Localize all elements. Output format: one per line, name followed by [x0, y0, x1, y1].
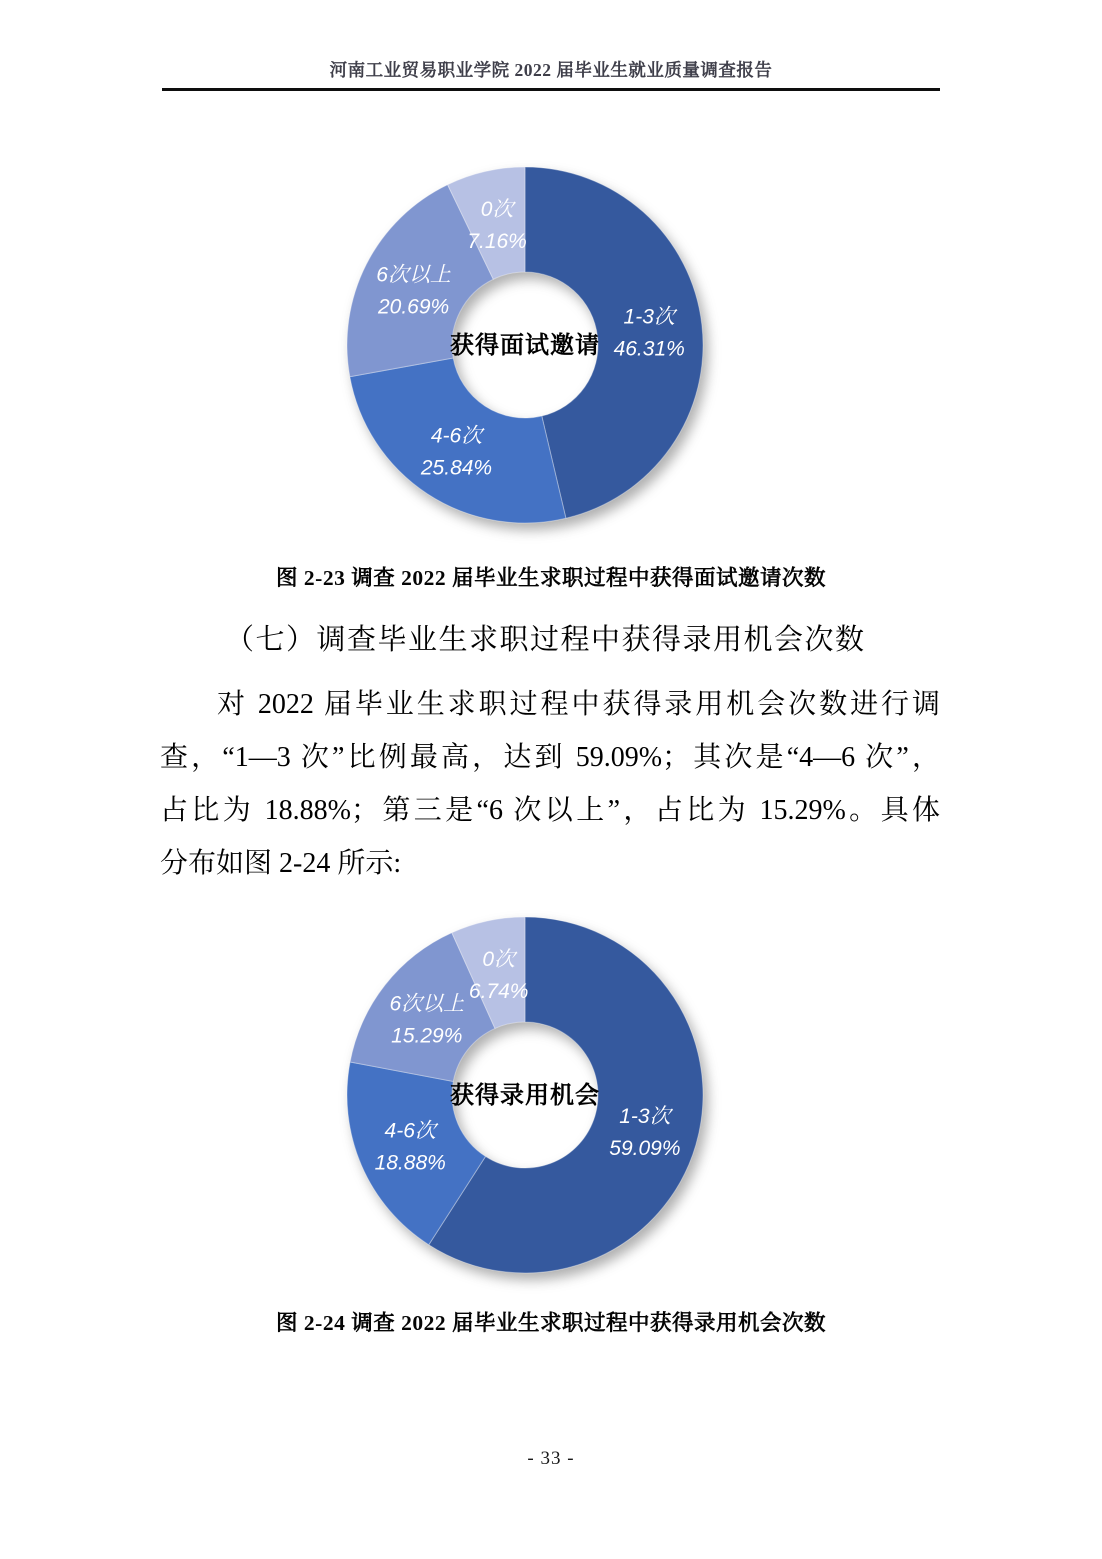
slice-category-label: 0次: [480, 198, 514, 222]
section-heading: （七）调查毕业生求职过程中获得录用机会次数: [225, 624, 866, 656]
paragraph-line: 分布如图 2-24 所示:: [160, 848, 402, 879]
slice-percent-label: 59.09%: [609, 1137, 681, 1161]
slice-percent-label: 15.29%: [391, 1024, 463, 1048]
donut-center-title: 获得面试邀请: [450, 332, 600, 359]
figure-caption-2-24: 图 2-24 调查 2022 届毕业生求职过程中获得录用机会次数: [276, 1311, 826, 1335]
slice-category-label: 6次以上: [376, 263, 451, 287]
slice-percent-label: 20.69%: [377, 295, 450, 319]
slice-category-label: 4-6次: [430, 424, 483, 448]
slice-percent-label: 18.88%: [374, 1151, 446, 1175]
donut-chart-interview-invitations: [315, 145, 735, 545]
paragraph-line: 查，“1—3 次”比例最高，达到 59.09%；其次是“4—6 次”，: [160, 742, 940, 773]
slice-category-label: 1-3次: [623, 305, 675, 329]
slice-percent-label: 46.31%: [613, 337, 685, 361]
donut-chart-employment-offers: [315, 895, 735, 1295]
slice-percent-label: 25.84%: [420, 456, 493, 480]
donut-center-title: 获得录用机会: [450, 1082, 600, 1109]
figure-caption-2-23: 图 2-23 调查 2022 届毕业生求职过程中获得面试邀请次数: [276, 566, 826, 590]
slice-category-label: 1-3次: [619, 1105, 671, 1129]
paragraph-line: 占比为 18.88%；第三是“6 次以上”，占比为 15.29%。具体: [160, 795, 940, 826]
slice-category-label: 0次: [482, 947, 516, 971]
paragraph-line: 对 2022 届毕业生求职过程中获得录用机会次数进行调: [217, 689, 940, 720]
slice-category-label: 4-6次: [384, 1119, 436, 1143]
slice-category-label: 6次以上: [389, 992, 465, 1016]
page-header-title: 河南工业贸易职业学院 2022 届毕业生就业质量调查报告: [329, 60, 773, 80]
slice-percent-label: 6.74%: [468, 979, 529, 1003]
header-divider-line: [162, 88, 940, 91]
page-number: - 33 -: [527, 1448, 575, 1469]
body-paragraph: [160, 678, 940, 890]
slice-percent-label: 7.16%: [467, 230, 527, 254]
